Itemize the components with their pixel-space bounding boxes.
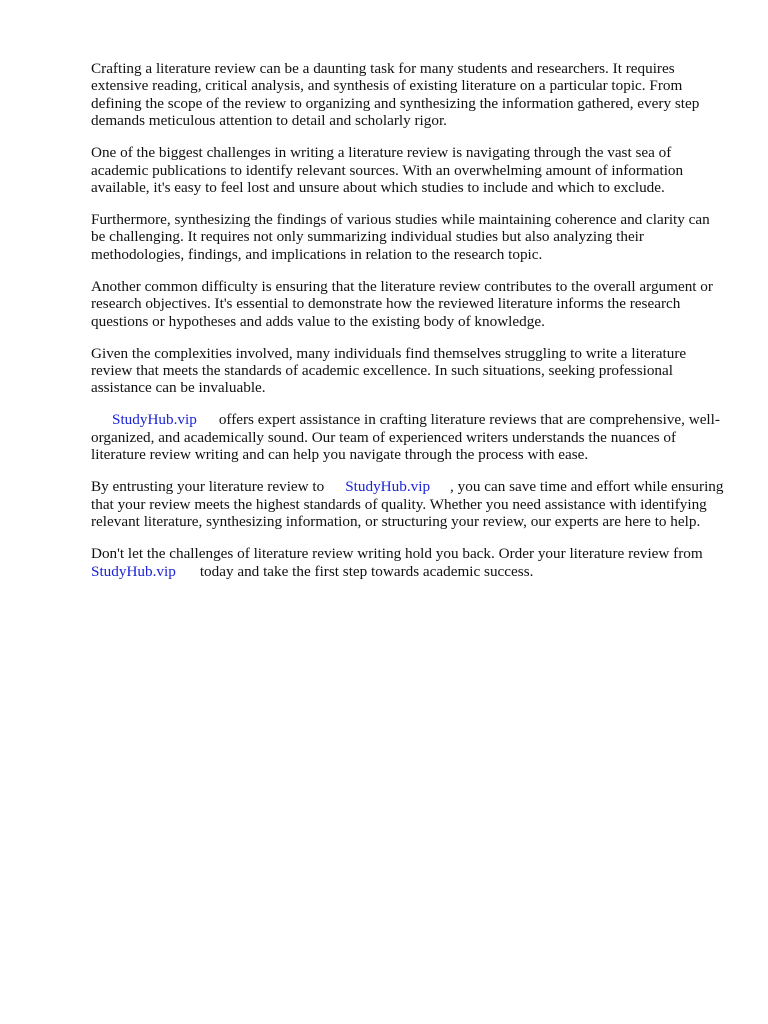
paragraph-4: Another common difficulty is ensuring that the literature review contributes to the overall argument or research objectives. It's essential to demonstrate how the reviewed literature informs the research questions or hypotheses and adds value to the existing body of knowledge. — [91, 277, 713, 330]
paragraph-6 — [91, 411, 727, 463]
paragraph-7-trail-text: , you can save time and effort while ensuring that your review meets the highest standards of quality. Whether you need assistance with identifying relevant literature, synthesizing information, or structuring your review, our experts are here to help. — [91, 478, 724, 531]
paragraph-7-lead-text: By entrusting your literature review to — [91, 478, 325, 496]
paragraph-5: Given the complexities involved, many individuals find themselves struggling to write a literature review that meets the standards of academic excellence. In such situations, seeking professional assistance can be invaluable. — [91, 344, 687, 397]
paragraph-8 — [91, 545, 727, 580]
paragraph-2: One of the biggest challenges in writing a literature review is navigating through the vast sea of academic publications to identify relevant sources. With an overwhelming amount of information available, it's easy to feel lost and unsure about which studies to include and which to exclude. — [91, 144, 684, 197]
paragraph-8-trail-text: today and take the first step towards academic success. — [199, 562, 534, 580]
paragraph-8-lead-text: Don't let the challenges of literature review writing hold you back. Order your literature review from — [91, 545, 703, 563]
studyhub-link[interactable]: StudyHub.vip — [112, 411, 197, 429]
paragraph-6-text: offers expert assistance in crafting literature reviews that are comprehensive, well-organized, and academically sound. Our team of experienced writers understands the nuances of literature review writing and can help you navigate through the process with ease. — [91, 411, 720, 464]
paragraph-7 — [91, 478, 727, 530]
studyhub-link[interactable]: StudyHub.vip — [91, 562, 176, 580]
paragraph-3: Furthermore, synthesizing the findings of various studies while maintaining coherence and clarity can be challenging. It requires not only summarizing individual studies but also analyzing their methodologies, findings, and implications in relation to the research topic. — [91, 211, 710, 263]
paragraph-1: Crafting a literature review can be a daunting task for many students and researchers. It requires extensive reading, critical analysis, and synthesis of existing literature on a particular topic. From defining the scope of the review to organizing and synthesizing the information gathered, every step demands meticulous attention to detail and scholarly rigor. — [91, 60, 700, 130]
studyhub-link[interactable]: StudyHub.vip — [345, 478, 431, 496]
document-body — [91, 60, 727, 595]
